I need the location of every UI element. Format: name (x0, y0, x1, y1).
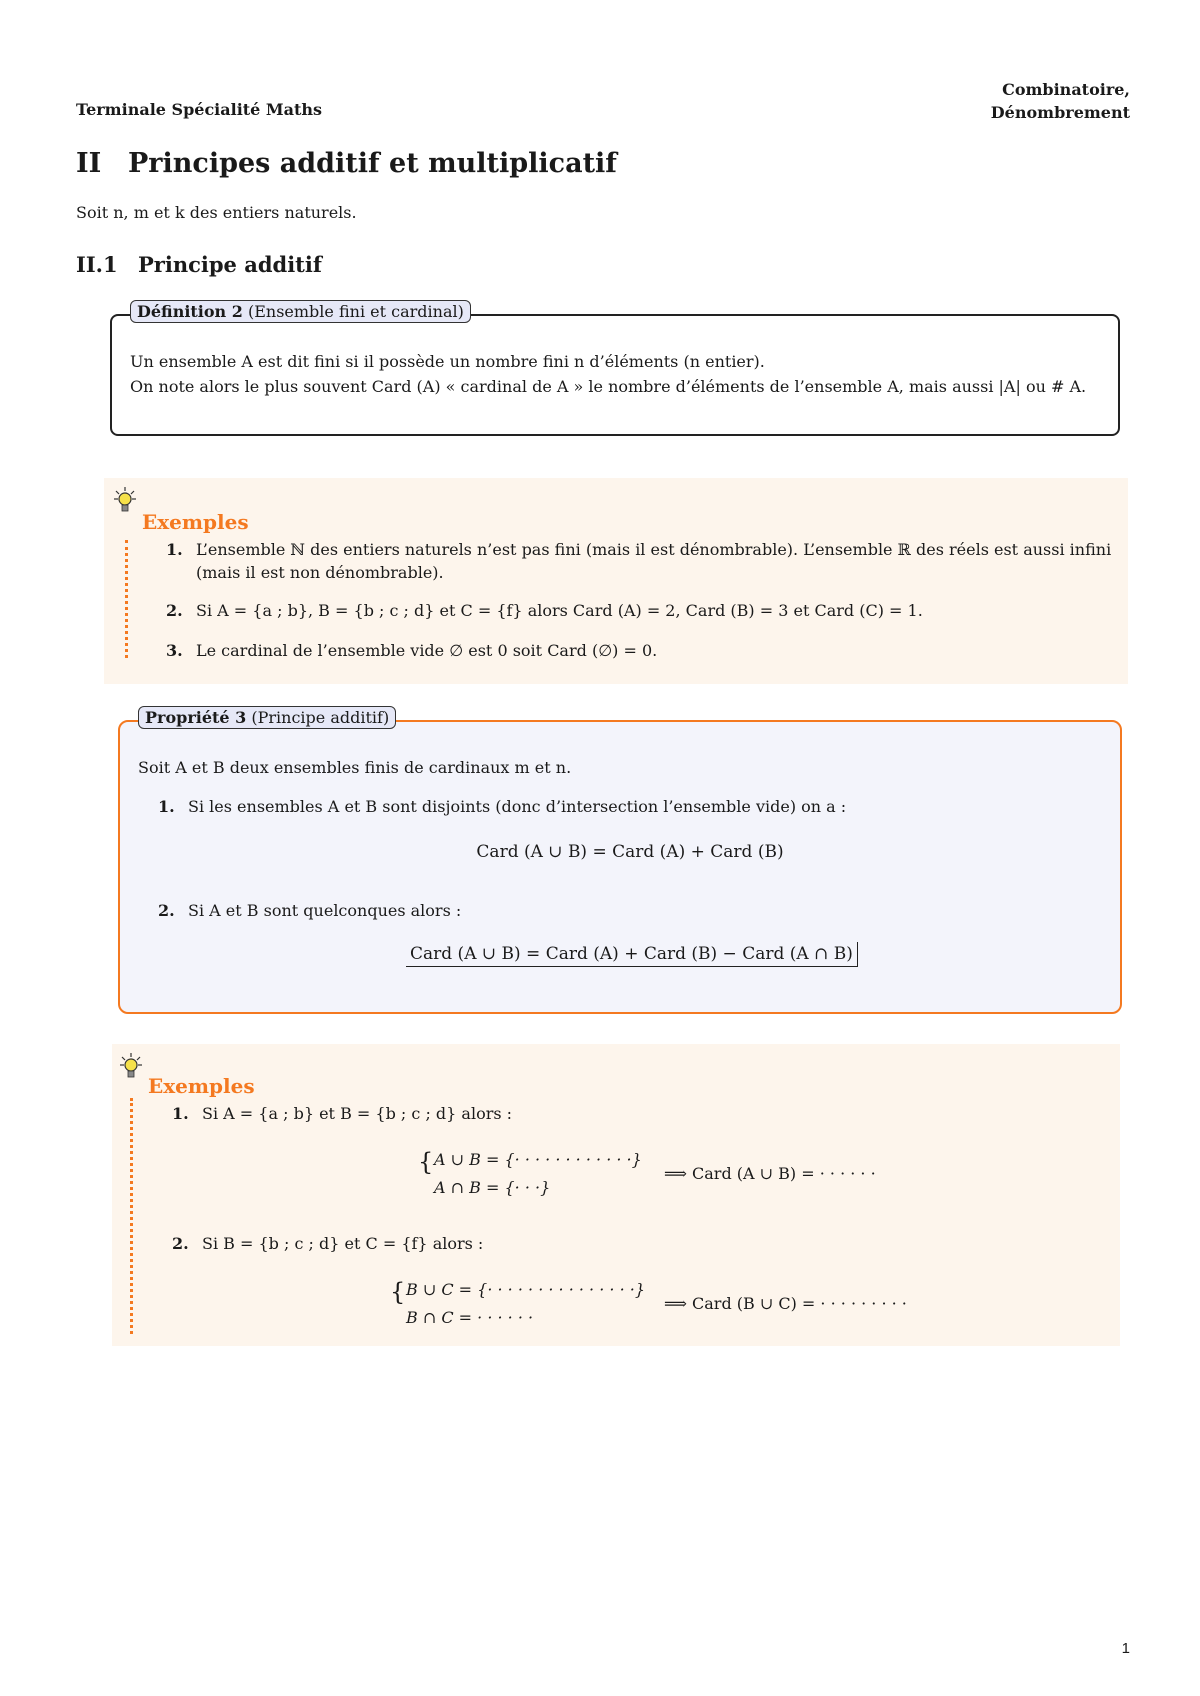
example-1-item-1-text: L’ensemble ℕ des entiers naturels n’est pas fini (mais il est dénombrable). L’ensemble ℝ des réels est aussi infini (196, 540, 1112, 559)
examples-2-title: Exemples (148, 1074, 255, 1098)
example-1-item-1-cont: (mais il est non dénombrable). (196, 563, 444, 582)
property-formula-2-box (406, 944, 858, 964)
definition-tag-bold: Définition 2 (137, 302, 243, 321)
example-2-item-2-number: 2. (172, 1234, 189, 1253)
lightbulb-icon (114, 486, 136, 516)
header-right-line2: Dénombrement (990, 103, 1130, 122)
property-item-1 (158, 797, 846, 816)
system-2-result: ⟹ Card (B ∪ C) = · · · · · · · · · (664, 1294, 907, 1313)
property-item-2-number: 2. (158, 901, 175, 920)
example-2-item-1 (172, 1104, 512, 1123)
example-1-item-2 (166, 601, 923, 620)
property-formula-2: Card (A ∪ B) = Card (A) + Card (B) − Card (A ∩ B) (406, 942, 858, 967)
example-2-item-1-number: 1. (172, 1104, 189, 1123)
property-tag (138, 706, 396, 729)
system-1-brace: { (418, 1148, 434, 1176)
intro-text: Soit n, m et k des entiers naturels. (76, 203, 357, 222)
property-item-1-number: 1. (158, 797, 175, 816)
system-2-line-1: B ∪ C = {· · · · · · · · · · · · · · ·} (406, 1280, 646, 1299)
property-intro: Soit A et B deux ensembles finis de cardinaux m et n. (138, 758, 572, 777)
subsection-title-text: Principe additif (138, 252, 322, 277)
system-2-brace: { (390, 1278, 406, 1306)
example-1-item-1 (166, 540, 1126, 559)
example-1-item-2-number: 2. (166, 601, 183, 620)
property-tag-rest: (Principe additif) (251, 708, 390, 727)
system-1-line-2: A ∩ B = {· · ·} (434, 1178, 551, 1197)
examples-2-rule (130, 1098, 139, 1334)
example-1-item-3-number: 3. (166, 641, 183, 660)
definition-box (110, 314, 1120, 436)
example-1-item-2-text: Si A = {a ; b}, B = {b ; c ; d} et C = {f} alors Card (A) = 2, Card (B) = 3 et Card (C) = 1. (196, 601, 923, 620)
section-number: II (76, 148, 102, 179)
property-item-1-text: Si les ensembles A et B sont disjoints (donc d’intersection l’ensemble vide) on a : (188, 797, 847, 816)
definition-tag (130, 300, 471, 323)
definition-line-2: On note alors le plus souvent Card (A) « cardinal de A » le nombre d’éléments de l’ensemble A, mais aussi |A| ou # A. (130, 377, 1087, 396)
header-left: Terminale Spécialité Maths (76, 100, 323, 119)
examples-1-rule (125, 540, 134, 658)
section-title (76, 148, 617, 179)
definition-line-1: Un ensemble A est dit fini si il possède un nombre fini n d’éléments (n entier). (130, 352, 765, 371)
example-1-item-3-text: Le cardinal de l’ensemble vide ∅ est 0 soit Card (∅) = 0. (196, 641, 658, 660)
page-number: 1 (1121, 1640, 1130, 1657)
examples-1-title: Exemples (142, 510, 249, 534)
subsection-title (76, 252, 322, 277)
system-1-line-1: A ∪ B = {· · · · · · · · · · · ·} (434, 1150, 642, 1169)
examples-box-2 (112, 1044, 1120, 1346)
example-2-item-2 (172, 1234, 483, 1253)
example-2-item-1-text: Si A = {a ; b} et B = {b ; c ; d} alors : (202, 1104, 513, 1123)
property-item-2 (158, 901, 461, 920)
subsection-number: II.1 (76, 252, 118, 277)
header-right-line1: Combinatoire, (1002, 80, 1130, 99)
example-2-item-2-text: Si B = {b ; c ; d} et C = {f} alors : (202, 1234, 484, 1253)
example-1-item-1-number: 1. (166, 540, 183, 559)
definition-tag-rest: (Ensemble fini et cardinal) (247, 302, 464, 321)
system-1-result: ⟹ Card (A ∪ B) = · · · · · · (664, 1164, 876, 1183)
header-right (991, 78, 1130, 124)
example-1-item-3 (166, 641, 657, 660)
section-title-text: Principes additif et multiplicatif (128, 148, 617, 179)
lightbulb-icon (120, 1052, 142, 1082)
system-2-line-2: B ∩ C = · · · · · · (406, 1308, 534, 1327)
property-tag-bold: Propriété 3 (145, 708, 247, 727)
property-item-2-text: Si A et B sont quelconques alors : (188, 901, 462, 920)
property-formula-1: Card (A ∪ B) = Card (A) + Card (B) (476, 842, 784, 862)
